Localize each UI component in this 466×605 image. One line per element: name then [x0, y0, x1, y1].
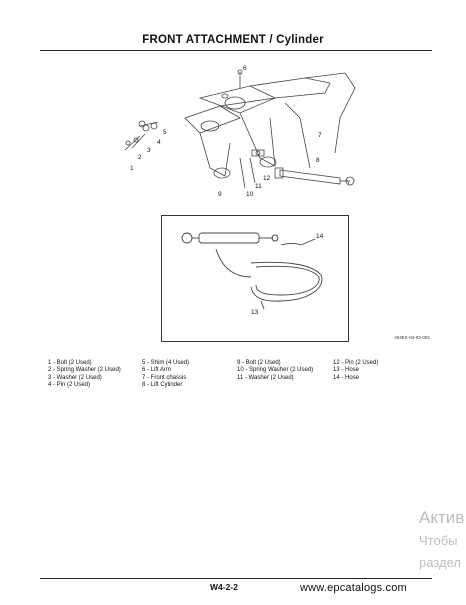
legend-item: 7 - Front chassis — [142, 374, 187, 381]
activation-watermark-line-3: раздел — [419, 555, 461, 570]
callout-1: 1 — [130, 165, 134, 172]
page-title: FRONT ATTACHMENT / Cylinder — [142, 34, 324, 46]
site-watermark: www.epcatalogs.com — [300, 582, 407, 594]
legend-column-2 — [142, 360, 189, 390]
callout-13: 13 — [251, 309, 259, 316]
legend-item: 14 - Hose — [333, 374, 360, 381]
legend-item: 2 - Spring Washer (2 Used) — [48, 367, 121, 374]
callout-4: 4 — [157, 139, 161, 146]
callout-3: 3 — [147, 147, 151, 154]
header-rule — [40, 50, 432, 51]
callout-9: 9 — [218, 191, 222, 198]
legend-item: 4 - Pin (2 Used) — [48, 382, 91, 389]
legend-column-4 — [333, 360, 378, 382]
legend-item: 1 - Bolt (2 Used) — [48, 360, 92, 366]
legend-item: 13 - Hose — [333, 367, 360, 374]
callout-numbers — [130, 65, 351, 198]
callout-5: 5 — [163, 129, 167, 136]
circle-y-label: Y — [347, 180, 351, 186]
callout-8: 8 — [316, 157, 320, 164]
callout-11: 11 — [255, 183, 262, 190]
callout-10: 10 — [246, 191, 254, 198]
legend-item: 8 - Lift Cylinder — [142, 382, 183, 389]
hose-diagram — [161, 215, 349, 342]
legend-item: 6 - Lift Arm — [142, 367, 172, 374]
legend-column-3 — [237, 360, 313, 382]
legend-item: 3 - Washer (2 Used) — [48, 374, 102, 381]
legend-item: 10 - Spring Washer (2 Used) — [237, 367, 314, 374]
diagram-code: W4EK-04-03-002 — [395, 335, 430, 340]
page-number: W4-2-2 — [210, 582, 238, 592]
callout-14: 14 — [316, 233, 324, 240]
callout-12: 12 — [263, 175, 271, 182]
legend-item: 5 - Shim (4 Used) — [142, 360, 190, 366]
callout-2: 2 — [138, 154, 142, 161]
legend-item: 11 - Washer (2 Used) — [237, 374, 294, 381]
callout-7: 7 — [318, 132, 322, 139]
footer-rule — [40, 578, 432, 579]
activation-watermark-line-2: Чтобы — [419, 533, 458, 548]
callout-6: 6 — [243, 65, 247, 72]
exploded-view-diagram — [100, 58, 360, 208]
legend-item: 12 - Pin (2 Used) — [333, 360, 379, 366]
legend-column-1 — [48, 360, 121, 390]
legend-item: 9 - Bolt (2 Used) — [237, 360, 281, 366]
activation-watermark-line-1: Актив — [419, 508, 465, 527]
